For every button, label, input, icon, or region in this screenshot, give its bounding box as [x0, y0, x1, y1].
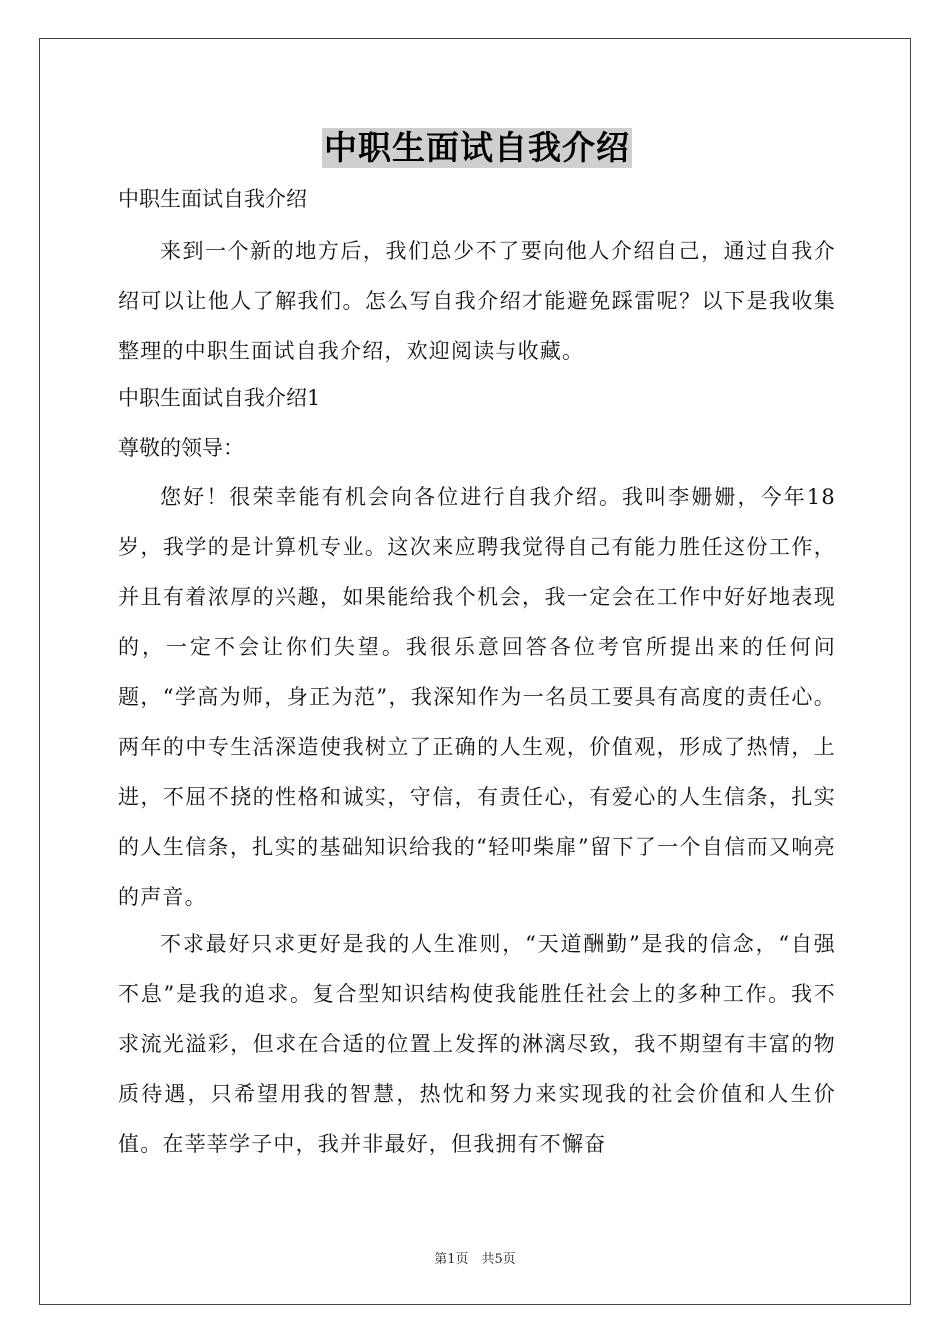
document-title: 中职生面试自我介绍 — [324, 128, 630, 167]
paragraph-1: 您好！很荣幸能有机会向各位进行自我介绍。我叫李姗姗，今年18岁，我学的是计算机专业。这次来应聘我觉得自己有能力胜任这份工作，并且有着浓厚的兴趣，如果能给我个机会，我一定会在工作中好好地表现的，一定不会让你们失望。我很乐意回答各位考官所提出来的任何问题，“学高为师，身正为范”，我深知作为一名员工要具有高度的责任心。两年的中专生活深造使我树立了正确的人生观，价值观，形成了热情，上进，不屈不挠的性格和诚实，守信，有责任心，有爱心的人生信条，扎实的人生信条，扎实的基础知识给我的“轻叩柴扉”留下了一个自信而又响亮的声音。 — [118, 485, 836, 909]
paragraph-2: 不求最好只求更好是我的人生准则，“天道酬勤”是我的信念，“自强不息”是我的追求。复合型知识结构使我能胜任社会上的多种工作。我不求流光溢彩，但求在合适的位置上发挥的淋漓尽致，我不期望有丰富的物质待遇，只希望用我的智慧，热忱和努力来实现我的社会价值和人生价值。在莘莘学子中，我并非最好，但我拥有不懈奋 — [118, 932, 836, 1156]
subtitle: 中职生面试自我介绍 — [118, 187, 307, 211]
title-block — [118, 128, 836, 168]
section-heading: 中职生面试自我介绍1 — [118, 386, 321, 410]
page-number: 第1页 共5页 — [434, 1252, 516, 1267]
intro-paragraph: 来到一个新的地方后，我们总少不了要向他人介绍自己，通过自我介绍可以让他人了解我们。怎么写自我介绍才能避免踩雷呢？以下是我收集整理的中职生面试自我介绍，欢迎阅读与收藏。 — [118, 239, 836, 363]
salutation: 尊敬的领导： — [118, 436, 244, 460]
